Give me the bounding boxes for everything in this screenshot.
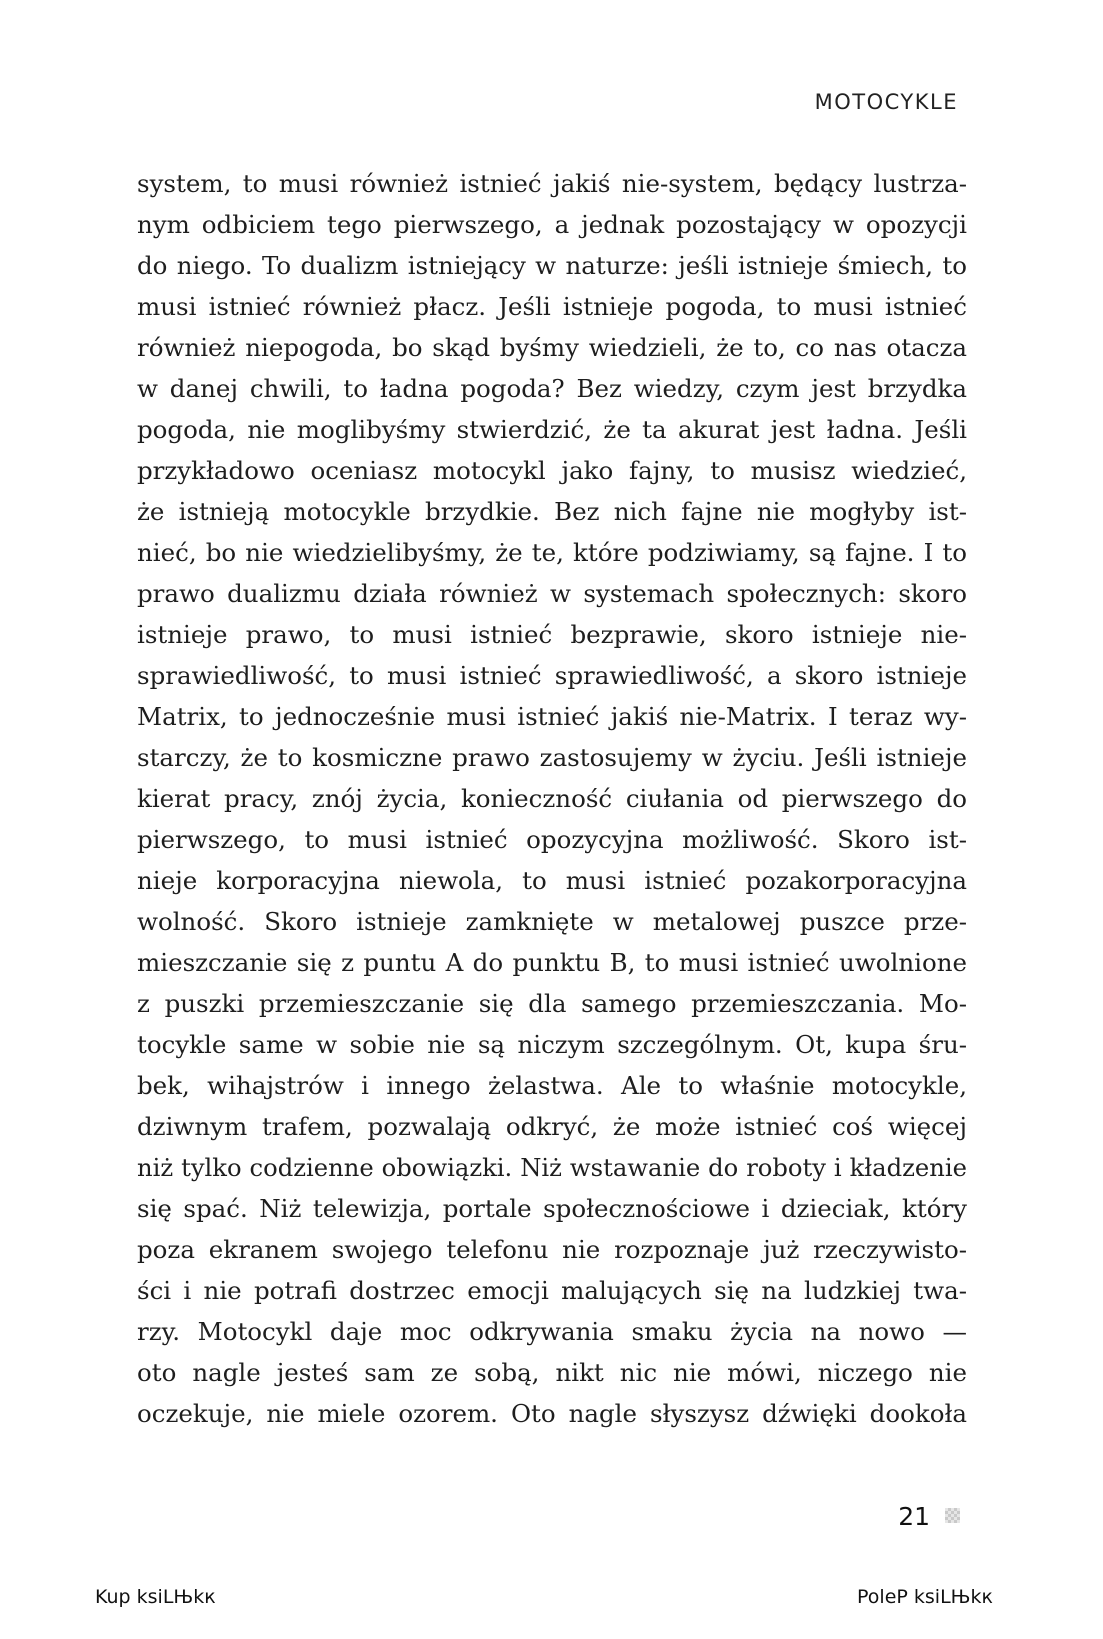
text-line: wolność. Skoro istnieje zamknięte w metalowej puszce prze- xyxy=(137,907,967,936)
buy-book-link[interactable]: Kup ksiLЊkк xyxy=(95,1586,216,1608)
text-line: ści i nie potrafi dostrzec emocji malujących się na ludzkiej twa- xyxy=(137,1276,967,1305)
text-line: pierwszego, to musi istnieć opozycyjna możliwość. Skoro ist- xyxy=(137,825,967,854)
text-line: nieje korporacyjna niewola, to musi istnieć pozakorporacyjna xyxy=(137,866,967,895)
text-line: Matrix, to jednocześnie musi istnieć jakiś nie-Matrix. I teraz wy- xyxy=(137,702,967,731)
text-line: starczy, że to kosmiczne prawo zastosujemy w życiu. Jeśli istnieje xyxy=(137,743,967,772)
text-line: niż tylko codzienne obowiązki. Niż wstawanie do roboty i kładzenie xyxy=(137,1153,967,1182)
page-number: 21 xyxy=(898,1502,930,1531)
text-line: kierat pracy, znój życia, konieczność ciułania od pierwszego do xyxy=(137,784,967,813)
text-line: oczekuje, nie miele ozorem. Oto nagle słyszysz dźwięki dookoła xyxy=(137,1399,967,1428)
text-line: się spać. Niż telewizja, portale społecznościowe i dzieciak, który xyxy=(137,1194,967,1223)
text-line: tocykle same w sobie nie są niczym szczególnym. Ot, kupa śru- xyxy=(137,1030,967,1059)
recommend-book-link[interactable]: PoleР ksiLЊkк xyxy=(857,1586,993,1608)
text-line: poza ekranem swojego telefonu nie rozpoznaje już rzeczywisto- xyxy=(137,1235,967,1264)
text-line: musi istnieć również płacz. Jeśli istnieje pogoda, to musi istnieć xyxy=(137,292,967,321)
text-line: z puszki przemieszczanie się dla samego przemieszczania. Mo- xyxy=(137,989,967,1018)
text-line: rzy. Motocykl daje moc odkrywania smaku życia na nowo — xyxy=(137,1317,967,1346)
text-line: nym odbiciem tego pierwszego, a jednak pozostający w opozycji xyxy=(137,210,967,239)
text-line: system, to musi również istnieć jakiś nie-system, będący lustrza- xyxy=(137,169,967,198)
text-line: że istnieją motocykle brzydkie. Bez nich fajne nie mogłyby ist- xyxy=(137,497,967,526)
text-line: pogoda, nie moglibyśmy stwierdzić, że ta akurat jest ładna. Jeśli xyxy=(137,415,967,444)
text-line: dziwnym trafem, pozwalają odkryć, że może istnieć coś więcej xyxy=(137,1112,967,1141)
text-line: przykładowo oceniasz motocykl jako fajny, to musisz wiedzieć, xyxy=(137,456,967,485)
body-text xyxy=(137,163,967,1434)
text-line: prawo dualizmu działa również w systemach społecznych: skoro xyxy=(137,579,967,608)
corner-mark-icon xyxy=(945,1508,960,1523)
text-line: oto nagle jesteś sam ze sobą, nikt nic nie mówi, niczego nie xyxy=(137,1358,967,1387)
text-line: również niepogoda, bo skąd byśmy wiedzieli, że to, co nas otacza xyxy=(137,333,967,362)
text-line: mieszczanie się z puntu A do punktu B, to musi istnieć uwolnione xyxy=(137,948,967,977)
text-line: w danej chwili, to ładna pogoda? Bez wiedzy, czym jest brzydka xyxy=(137,374,967,403)
running-head-title: MOTOCYKLE xyxy=(814,90,958,114)
text-line: istnieje prawo, to musi istnieć bezprawie, skoro istnieje nie- xyxy=(137,620,967,649)
text-line: sprawiedliwość, to musi istnieć sprawiedliwość, a skoro istnieje xyxy=(137,661,967,690)
text-line: bek, wihajstrów i innego żelastwa. Ale to właśnie motocykle, xyxy=(137,1071,967,1100)
text-line: nieć, bo nie wiedzielibyśmy, że te, które podziwiamy, są fajne. I to xyxy=(137,538,967,567)
text-line: do niego. To dualizm istniejący w naturze: jeśli istnieje śmiech, to xyxy=(137,251,967,280)
